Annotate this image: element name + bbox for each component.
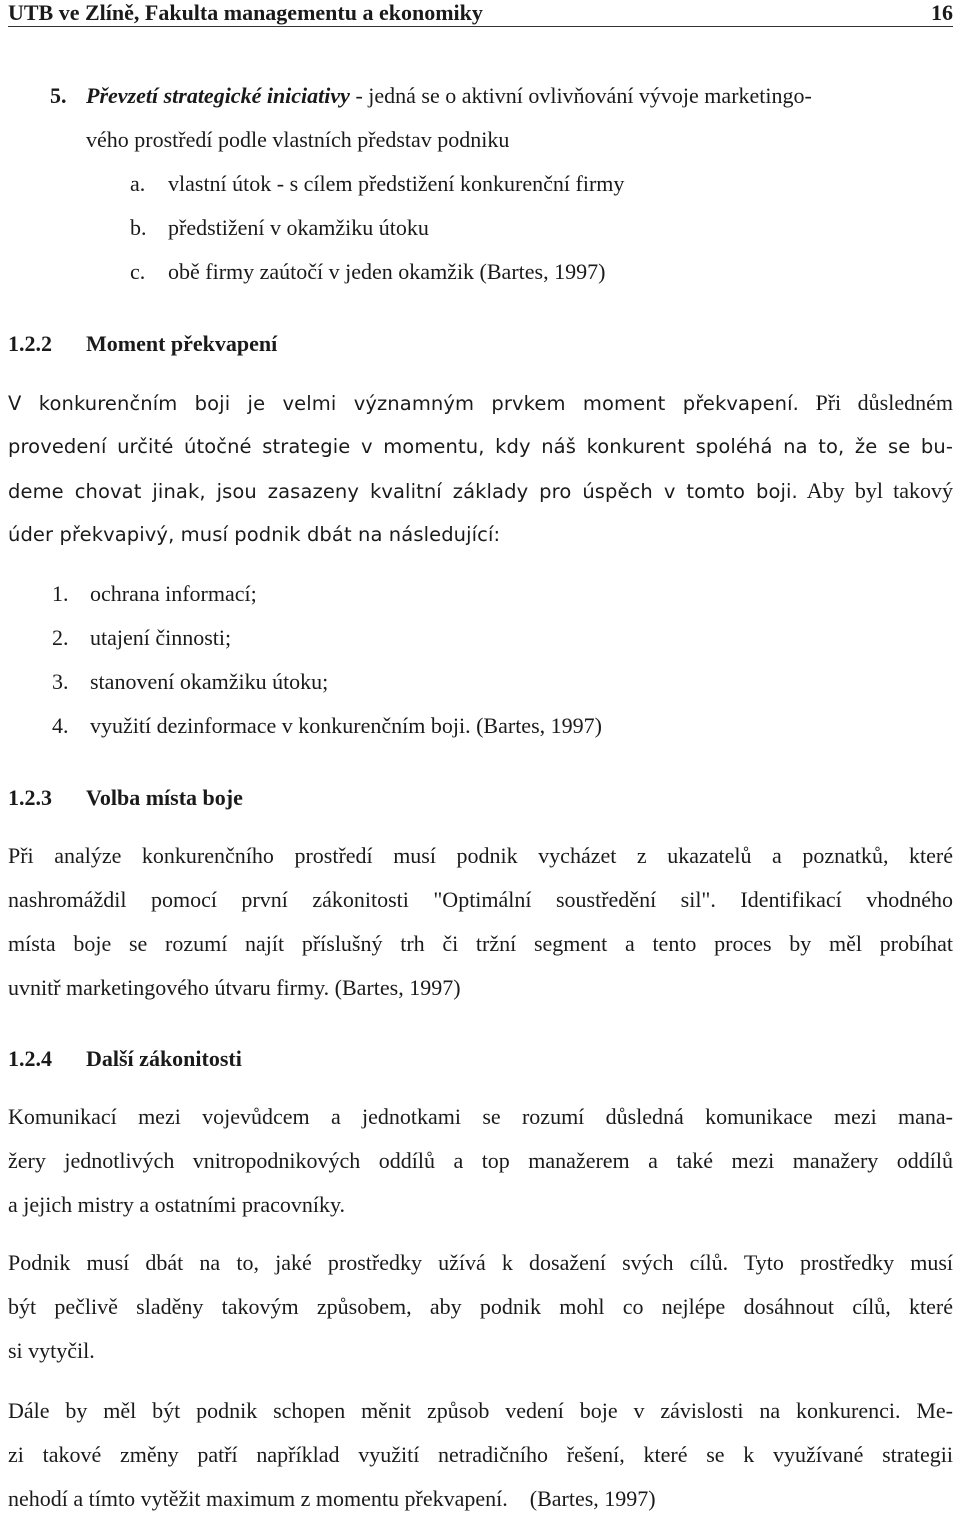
paragraph-line: Podnik musí dbát na to, jaké prostředky užívá k dosažení svých cílů. Tyto prostředky musí — [8, 1250, 953, 1275]
subitem-b-text: předstižení v okamžiku útoku — [168, 215, 429, 240]
section-1-2-4-heading — [8, 1046, 242, 1072]
section-1-2-2-heading — [8, 331, 277, 357]
section-1-2-3-heading — [8, 785, 243, 811]
list-item-3-number: 3. — [52, 669, 69, 694]
section-number: 1.2.4 — [8, 1046, 52, 1071]
subitem-a-letter: a. — [130, 171, 146, 196]
paragraph-line: být pečlivě sladěny takovým způsobem, aby podnik mohl co nejlépe dosáhnout cílů, které — [8, 1294, 953, 1319]
subitem-b-letter: b. — [130, 215, 147, 240]
paragraph-line: V konkurenčním boji je velmi významným prvkem moment překvapení. Při důsledném — [8, 390, 953, 415]
section-number: 1.2.2 — [8, 331, 52, 356]
header-title: UTB ve Zlíně, Fakulta managementu a ekonomiky — [8, 0, 483, 25]
paragraph-line: nashromáždil pomocí první zákonitosti "Optimální soustředění sil". Identifikací vhodného — [8, 887, 953, 912]
item-5-title: Převzetí strategické iniciativy — [86, 83, 350, 108]
section-title: Další zákonitosti — [86, 1046, 242, 1071]
paragraph-line: Při analýze konkurenčního prostředí musí podnik vycházet z ukazatelů a poznatků, které — [8, 843, 953, 868]
item-5-line-2: vého prostředí podle vlastních představ podniku — [86, 127, 510, 152]
section-title: Moment překvapení — [86, 331, 278, 356]
paragraph-line: a jejich mistry a ostatními pracovníky. — [8, 1192, 346, 1217]
page-number: 16 — [931, 0, 953, 25]
list-item-2-number: 2. — [52, 625, 69, 650]
paragraph-line: žery jednotlivých vnitropodnikových oddílů a top manažerem a také mezi manažery oddílů — [8, 1148, 953, 1173]
item-5-number: 5. — [50, 83, 67, 108]
list-item-4-number: 4. — [52, 713, 69, 738]
subitem-a-text: vlastní útok - s cílem předstižení konkurenční firmy — [168, 171, 625, 196]
subitem-c-letter: c. — [130, 259, 146, 284]
paragraph-line: deme chovat jinak, jsou zasazeny kvalitní základy pro úspěch v tomto boji. Aby byl takový — [8, 478, 953, 503]
paragraph-line: Dále by měl být podnik schopen měnit způsob vedení boje v závislosti na konkurenci. Me- — [8, 1398, 953, 1423]
list-item-3-text: stanovení okamžiku útoku; — [90, 669, 329, 694]
list-item-1-number: 1. — [52, 581, 69, 606]
section-title: Volba místa boje — [86, 785, 243, 810]
list-item-4-text: využití dezinformace v konkurenčním boji. (Bartes, 1997) — [90, 713, 602, 738]
page-header — [8, 0, 953, 27]
paragraph-line: místa boje se rozumí najít příslušný trh či tržní segment a tento proces by měl probíhat — [8, 931, 953, 956]
paragraph-line: Komunikací mezi vojevůdcem a jednotkami se rozumí důsledná komunikace mezi mana- — [8, 1104, 953, 1129]
subitem-c-text: obě firmy zaútočí v jeden okamžik (Bartes, 1997) — [168, 259, 606, 284]
section-number: 1.2.3 — [8, 785, 52, 810]
paragraph-line: uvnitř marketingového útvaru firmy. (Bartes, 1997) — [8, 975, 461, 1000]
paragraph-line: zi takové změny patří například využití netradičního řešení, které se k využívané strategii — [8, 1442, 953, 1467]
paragraph-line: provedení určité útočné strategie v momentu, kdy náš konkurent spoléhá na to, že se bu- — [8, 435, 953, 458]
item-5-text: - jedná se o aktivní ovlivňování vývoje marketingo- — [349, 83, 812, 108]
item-5-line-1 — [86, 83, 812, 109]
paragraph-line: si vytyčil. — [8, 1338, 95, 1363]
list-item-1-text: ochrana informací; — [90, 581, 257, 606]
paragraph-line: nehodí a tímto vytěžit maximum z momentu překvapení. (Bartes, 1997) — [8, 1486, 656, 1511]
list-item-2-text: utajení činnosti; — [90, 625, 232, 650]
paragraph-line: úder překvapivý, musí podnik dbát na následující: — [8, 523, 501, 546]
